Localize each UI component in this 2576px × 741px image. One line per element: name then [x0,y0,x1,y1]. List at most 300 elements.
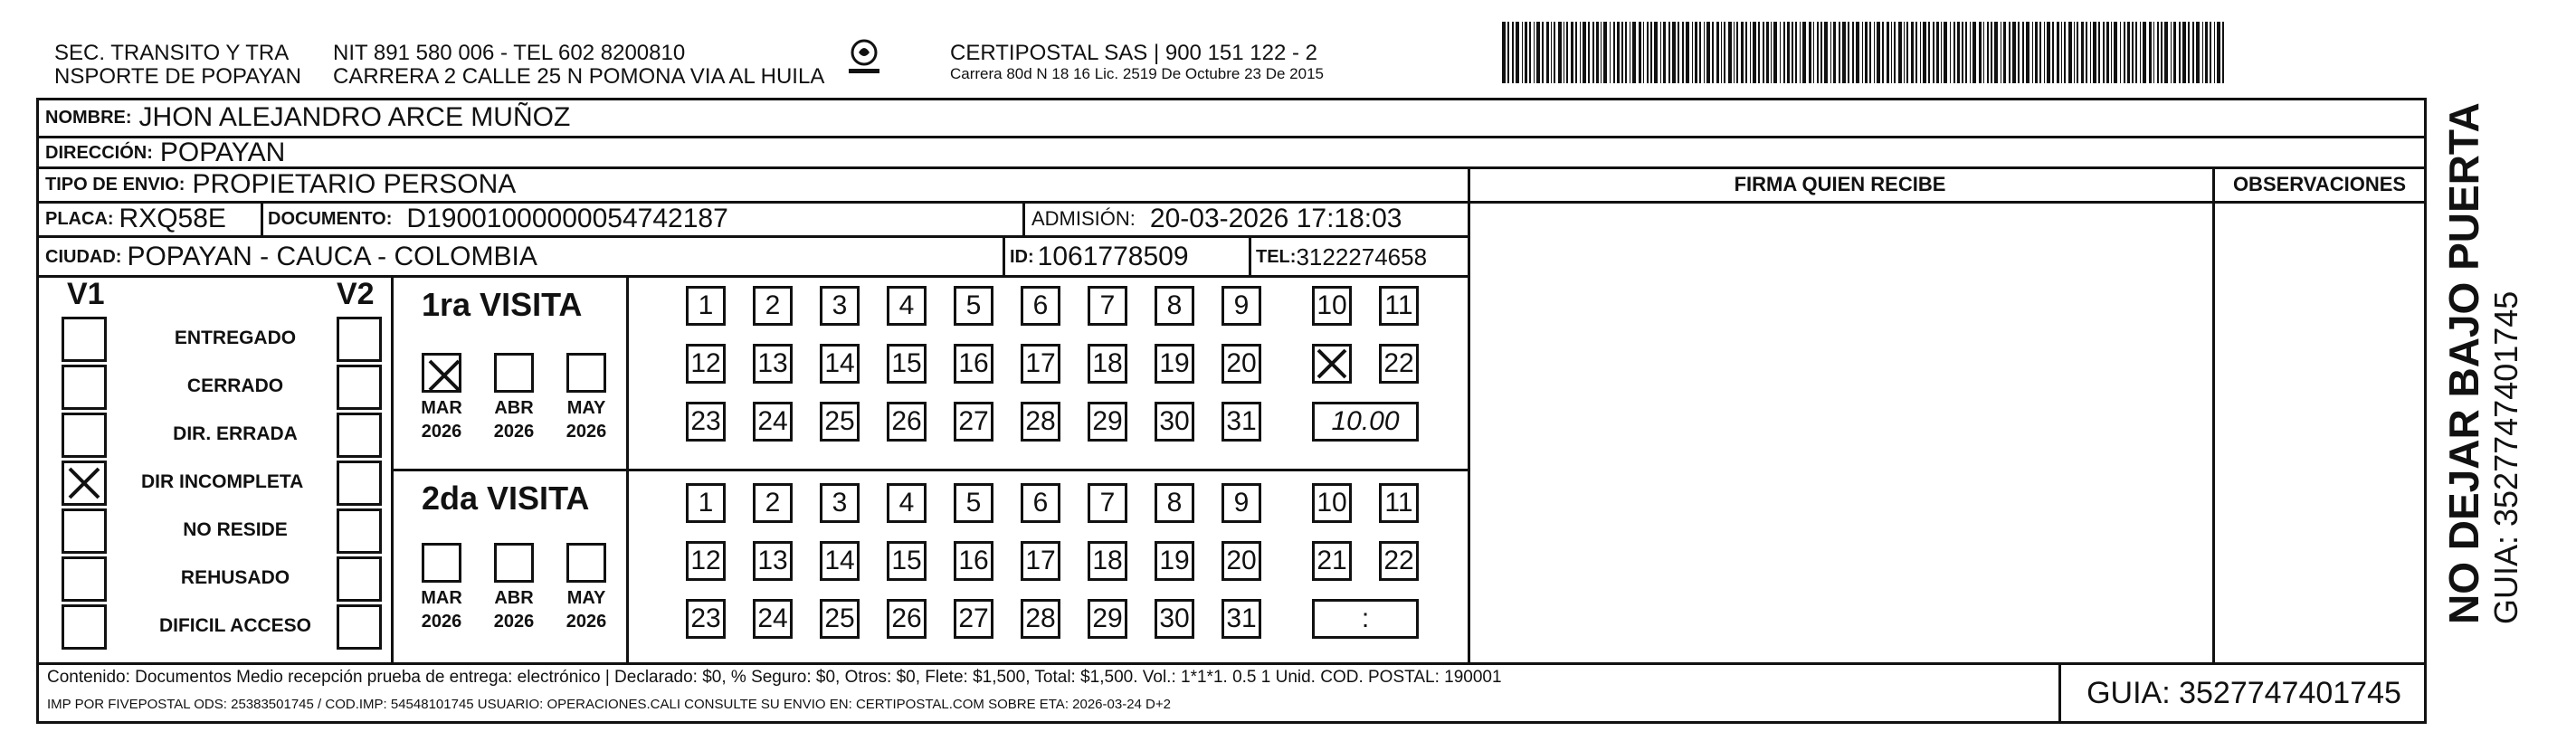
barcode-bar [2210,22,2211,83]
status-label: CERRADO [186,375,284,396]
barcode-bar [1721,22,1722,83]
barcode-bar [2081,22,2084,83]
barcode-bar [2090,22,2091,83]
day-box[interactable]: 4 [887,483,927,523]
barcode-bar [1852,22,1854,83]
barcode-bar [1699,22,1701,83]
barcode-bar [1987,22,1989,83]
barcode-bar [1763,22,1764,83]
v1-label: V1 [67,277,105,311]
barcode-bar [2032,22,2033,83]
month-checkbox[interactable] [566,543,606,583]
barcode-bar [1882,22,1884,83]
day-box[interactable]: 5 [954,483,993,523]
barcode-bar [1817,22,1819,83]
barcode-bar [1580,22,1581,83]
day-box[interactable]: 26 [887,599,927,639]
day-box[interactable]: 14 [820,344,860,384]
barcode-bar [2103,22,2105,83]
day-box[interactable]: 16 [954,344,993,384]
side-text [2441,0,2568,624]
barcode-bar [1536,22,1540,83]
v1-checkbox[interactable] [62,461,107,506]
barcode-bar [2153,22,2154,83]
day-box[interactable]: 27 [954,402,993,442]
barcode-bar [1525,22,1527,83]
barcode-bar [2143,22,2146,83]
courier-address: Carrera 80d N 18 16 Lic. 2519 De Octubre 23 De 2015 [950,65,1324,82]
day-box[interactable]: 7 [1088,483,1127,523]
documento-cell [268,203,728,235]
barcode-bar [1758,22,1760,83]
barcode-bar [1625,22,1627,83]
barcode-bar [1516,22,1519,83]
day-box[interactable]: 9 [1221,286,1261,326]
day-box[interactable]: 15 [887,541,927,581]
barcode-bar [1660,22,1661,83]
observaciones-header: OBSERVACIONES [2232,173,2407,195]
barcode-bar [1639,22,1641,83]
day-box[interactable]: 19 [1155,344,1194,384]
barcode-bar [1944,22,1947,83]
v2-checkbox[interactable] [337,365,382,410]
barcode-bar [1507,22,1509,83]
barcode-bar [1904,22,1905,83]
barcode-bar [2124,22,2125,83]
barcode-bar [2182,22,2186,83]
nombre-label: NOMBRE: [45,107,132,128]
day-box[interactable]: 2 [753,286,793,326]
day-box[interactable]: 11 [1379,286,1419,326]
barcode-bar [1923,22,1926,83]
placa-cell [45,203,226,235]
barcode-bar [1928,22,1930,83]
barcode-bar [2157,22,2159,83]
barcode-bar [2022,22,2024,83]
courier-line: CERTIPOSTAL SAS | 900 151 122 - 2 [950,41,1317,65]
sender-line-2: NSPORTE DE POPAYAN [54,64,301,89]
day-box[interactable]: 28 [1021,599,1060,639]
day-box[interactable]: 8 [1155,286,1194,326]
address-line: CARRERA 2 CALLE 25 N POMONA VIA AL HUILA [333,64,825,89]
barcode-bar [1682,22,1684,83]
barcode-bar [2179,22,2181,83]
barcode-bar [1750,22,1751,83]
day-box[interactable]: 25 [820,402,860,442]
barcode-bar [1972,22,1976,83]
barcode-bar [1542,22,1544,83]
day-box[interactable]: 17 [1021,344,1060,384]
documento-value: D19001000000054742187 [406,204,728,233]
month-checkbox[interactable] [494,353,534,393]
barcode-bar [1792,22,1793,83]
barcode-bar [1647,22,1649,83]
barcode-bar [1787,22,1790,83]
barcode-bar [2111,22,2112,83]
barcode-bar [1650,22,1652,83]
barcode-bar [1856,22,1859,83]
day-box[interactable]: 4 [887,286,927,326]
day-box[interactable]: 30 [1155,599,1194,639]
year-label: 2026 [566,612,607,632]
barcode-bar [1734,22,1735,83]
barcode-bar [1933,22,1934,83]
direccion-row [45,138,285,168]
status-label: REHUSADO [180,567,290,588]
barcode-bar [2018,22,2020,83]
barcode-bar [1663,22,1666,83]
barcode-bar [1839,22,1840,83]
barcode-bar [1795,22,1797,83]
barcode-bar [2214,22,2215,83]
barcode-bar [2188,22,2190,83]
barcode-bar [1915,22,1917,83]
barcode-bar [2093,22,2096,83]
barcode-bar [1965,22,1967,83]
barcode-bar [1643,22,1644,83]
barcode-bar [2061,22,2062,83]
barcode-bar [1920,22,1921,83]
barcode-bar [2077,22,2078,83]
barcode-bar [1894,22,1896,83]
v1-checkbox[interactable] [62,508,107,554]
barcode-bar [1936,22,1939,83]
barcode-bar [1566,22,1568,83]
day-box[interactable]: 10 [1312,286,1352,326]
barcode-bar [1712,22,1714,83]
barcode-bar [2068,22,2072,83]
barcode-bar [1771,22,1772,83]
placa-label: PLACA: [45,208,114,229]
day-box[interactable]: 9 [1221,483,1261,523]
day-box[interactable]: 13 [753,541,793,581]
admision-value: 20-03-2026 17:18:03 [1149,204,1402,233]
month-label: MAY [566,398,606,418]
year-label: 2026 [493,612,535,632]
admision-label: ADMISIÓN: [1031,207,1136,230]
barcode-bar [2192,22,2194,83]
day-box[interactable]: 1 [686,483,726,523]
barcode-bar [1571,22,1573,83]
day-box[interactable]: 12 [686,344,726,384]
barcode-bar [1877,22,1880,83]
barcode-bar [1621,22,1623,83]
barcode-bar [1809,22,1811,83]
barcode-bar [1668,22,1670,83]
barcode-bar [1802,22,1806,83]
day-box[interactable]: 6 [1021,483,1060,523]
day-box[interactable]: 6 [1021,286,1060,326]
day-box[interactable]: 19 [1155,541,1194,581]
barcode-bar [1534,22,1535,83]
day-box[interactable]: 22 [1379,541,1419,581]
v2-checkbox[interactable] [337,461,382,506]
barcode-bar [1979,22,1982,83]
barcode-bar [2035,22,2038,83]
day-box[interactable]: 3 [820,286,860,326]
day-box[interactable]: 1 [686,286,726,326]
year-label: 2026 [421,612,462,632]
barcode-bar [1865,22,1868,83]
barcode-bar [2086,22,2087,83]
day-box[interactable]: 7 [1088,286,1127,326]
barcode-bar [1813,22,1814,83]
month-checkbox[interactable] [494,543,534,583]
day-box[interactable]: 12 [686,541,726,581]
barcode-bar [2135,22,2137,83]
day-box[interactable]: 31 [1221,402,1261,442]
barcode-bar [2106,22,2109,83]
day-box[interactable]: 3 [820,483,860,523]
documento-label: DOCUMENTO: [268,208,393,229]
barcode-bar [1716,22,1719,83]
year-label: 2026 [421,422,462,442]
day-box[interactable]: 14 [820,541,860,581]
barcode-bar [2171,22,2172,83]
barcode-bar [1736,22,1738,83]
month-checkbox[interactable] [422,543,461,583]
barcode-bar [2140,22,2141,83]
day-box[interactable]: 8 [1155,483,1194,523]
tipo-value: PROPIETARIO PERSONA [192,169,517,199]
barcode-bar [1692,22,1693,83]
barcode-bar [1898,22,1902,83]
barcode-bar [1824,22,1828,83]
month-label: MAY [566,588,606,608]
month-label: ABR [494,588,534,608]
ciudad-cell [45,239,537,275]
barcode-bar [1592,22,1594,83]
barcode-bar [1830,22,1831,83]
v2-checkbox[interactable] [337,317,382,362]
day-box[interactable]: 11 [1379,483,1419,523]
barcode-bar [1546,22,1549,83]
barcode-bar [1672,22,1676,83]
barcode-bar [1887,22,1889,83]
barcode-bar [2205,22,2208,83]
barcode-bar [2074,22,2075,83]
barcode-bar [1842,22,1846,83]
day-box[interactable]: 5 [954,286,993,326]
barcode-bar [2052,22,2054,83]
imp-text: IMP POR FIVEPOSTAL ODS: 25383501745 / COD.IMP: 54548101745 USUARIO: OPERACIONES.CALI CONSULTE SU ENVIO EN: CERTIPOSTAL.COM SOBRE ETA: 2026-03-24 D+2 [47,697,1171,712]
sender-contact [333,42,824,89]
barcode-bar [1833,22,1836,83]
barcode-bar [2064,22,2066,83]
time-box[interactable]: : [1312,599,1419,639]
barcode-bar [2164,22,2168,83]
barcode-bar [1820,22,1822,83]
barcode-bar [1596,22,1599,83]
barcode-bar [2120,22,2121,83]
barcode-bar [1551,22,1552,83]
v1-checkbox[interactable] [62,365,107,410]
status-label: ENTREGADO [174,328,297,348]
barcode-bar [1983,22,1984,83]
day-box[interactable]: 29 [1088,402,1127,442]
barcode-bar [2173,22,2176,83]
barcode-bar [2149,22,2152,83]
barcode-bar [2161,22,2163,83]
direccion-value: POPAYAN [159,138,286,167]
barcode-bar [1529,22,1531,83]
day-box[interactable]: 29 [1088,599,1127,639]
barcode-bar [1753,22,1756,83]
barcode-bar [1991,22,1992,83]
courier-info [950,42,1324,83]
barcode-bar [1558,22,1562,83]
v2-checkbox[interactable] [337,508,382,554]
barcode-bar [1632,22,1636,83]
day-box[interactable]: 2 [753,483,793,523]
month-label: ABR [494,398,534,418]
v2-checkbox[interactable] [337,413,382,458]
barcode-bar [1869,22,1871,83]
month-checkbox[interactable] [566,353,606,393]
tel-label: TEL: [1256,246,1297,267]
v1-checkbox[interactable] [62,413,107,458]
barcode-bar [1502,22,1506,83]
v1-checkbox[interactable] [62,317,107,362]
v2-checkbox[interactable] [337,556,382,602]
barcode [1502,22,2244,83]
barcode-bar [2098,22,2100,83]
sender-name [54,42,301,89]
barcode-bar [2047,22,2050,83]
barcode-bar [1704,22,1705,83]
nit-line: NIT 891 580 006 - TEL 602 8200810 [333,41,686,65]
v1-checkbox[interactable] [62,556,107,602]
side-warning: NO DEJAR BAJO PUERTA [2440,102,2487,624]
admision-cell [1031,203,1402,235]
ciudad-label: CIUDAD: [45,246,122,267]
status-label: DIR INCOMPLETA [141,471,304,492]
barcode-bar [1994,22,1998,83]
barcode-bar [2114,22,2117,83]
barcode-bar [1891,22,1892,83]
barcode-bar [1906,22,1908,83]
barcode-bar [2057,22,2059,83]
barcode-bar [1522,22,1523,83]
day-box[interactable]: 20 [1221,344,1261,384]
barcode-bar [1773,22,1777,83]
barcode-bar [1953,22,1955,83]
day-box[interactable]: 15 [887,344,927,384]
barcode-bar [2127,22,2130,83]
barcode-bar [1512,22,1514,83]
barcode-bar [1970,22,1971,83]
barcode-bar [1610,22,1611,83]
barcode-bar [2039,22,2041,83]
barcode-bar [1783,22,1785,83]
day-box[interactable]: 23 [686,599,726,639]
barcode-bar [1601,22,1602,83]
day-box[interactable]: 21 [1312,541,1352,581]
v1-checkbox[interactable] [62,604,107,650]
day-box[interactable]: 31 [1221,599,1261,639]
day-box[interactable]: 28 [1021,402,1060,442]
day-box[interactable]: 24 [753,402,793,442]
barcode-bar [1950,22,1951,83]
barcode-bar [1911,22,1914,83]
barcode-bar [1745,22,1747,83]
day-box[interactable]: 24 [753,599,793,639]
barcode-bar [1941,22,1942,83]
day-box[interactable]: 23 [686,402,726,442]
day-box[interactable]: 17 [1021,541,1060,581]
barcode-bar [2202,22,2203,83]
day-box[interactable]: 13 [753,344,793,384]
year-label: 2026 [566,422,607,442]
barcode-bar [1654,22,1658,83]
barcode-bar [1686,22,1689,83]
time-box[interactable]: 10.00 [1312,402,1419,442]
day-box[interactable]: 26 [887,402,927,442]
id-label: ID: [1010,246,1034,267]
barcode-bar [2012,22,2016,83]
day-box[interactable]: 10 [1312,483,1352,523]
courier-logo-icon [841,34,887,80]
barcode-bar [1848,22,1849,83]
barcode-bar [1780,22,1781,83]
visit2-title: 2da VISITA [422,480,590,517]
day-box[interactable] [1312,344,1352,384]
month-label: MAR [421,398,462,418]
barcode-bar [1706,22,1710,83]
barcode-bar [1575,22,1577,83]
status-label: DIR. ERRADA [173,423,298,444]
barcode-bar [1800,22,1801,83]
barcode-bar [2196,22,2200,83]
barcode-bar [1766,22,1769,83]
ciudad-value: POPAYAN - CAUCA - COLOMBIA [127,242,537,271]
month-checkbox[interactable] [422,353,461,393]
sender-line-1: SEC. TRANSITO Y TRA [54,41,290,65]
barcode-bar [1862,22,1863,83]
barcode-bar [1554,22,1555,83]
day-box[interactable]: 18 [1088,541,1127,581]
status-label: DIFICIL ACCESO [158,615,311,636]
day-box[interactable]: 18 [1088,344,1127,384]
placa-value: RXQ58E [119,204,226,233]
v2-checkbox[interactable] [337,604,382,650]
day-box[interactable]: 16 [954,541,993,581]
barcode-bar [1724,22,1725,83]
barcode-bar [1613,22,1615,83]
day-box[interactable]: 30 [1155,402,1194,442]
barcode-bar [2009,22,2010,83]
contenido-text: Contenido: Documentos Medio recepción prueba de entrega: electrónico | Declarado: $0, % Seguro: $0, Otros: $0, Flete: $1,500, Total: $1,500. Vol.: 1*1*1. 0.5 1 Unid. COD. POSTAL: 190001 [47,668,1502,687]
barcode-bar [2132,22,2134,83]
direccion-label: DIRECCIÓN: [45,142,153,163]
day-box[interactable]: 22 [1379,344,1419,384]
barcode-bar [2044,22,2045,83]
tel-cell [1256,239,1427,275]
barcode-bar [1741,22,1744,83]
day-box[interactable]: 27 [954,599,993,639]
visit1-title: 1ra VISITA [422,286,583,323]
day-box[interactable]: 25 [820,599,860,639]
day-box[interactable]: 20 [1221,541,1261,581]
barcode-bar [1588,22,1590,83]
v2-label: V2 [337,277,375,311]
barcode-bar [1728,22,1732,83]
year-label: 2026 [493,422,535,442]
status-label: NO RESIDE [183,519,288,540]
id-value: 1061778509 [1037,242,1189,271]
tipo-row [45,168,516,201]
barcode-bar [1695,22,1697,83]
